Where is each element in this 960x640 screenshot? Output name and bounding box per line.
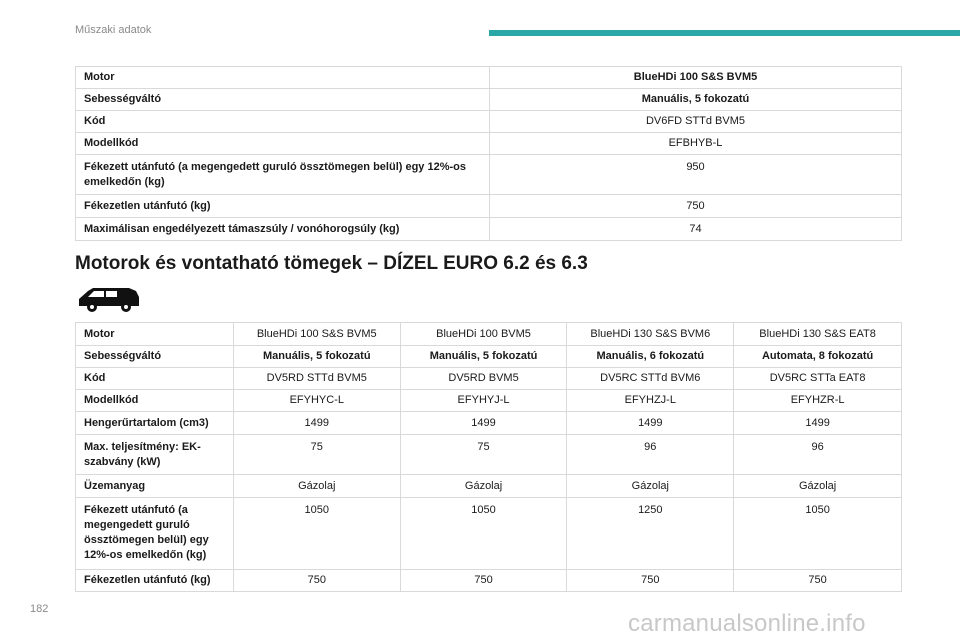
row-label: Fékezetlen utánfutó (kg)	[76, 195, 490, 218]
row-label: Fékezett utánfutó (a megengedett guruló össztömegen belül) egy 12%-os emelkedőn (kg)	[76, 155, 490, 195]
cell-value: Gázolaj	[734, 475, 902, 498]
cell-value: 1499	[567, 412, 734, 435]
cell-value: EFYHYJ-L	[400, 390, 567, 412]
row-value: 74	[490, 218, 902, 241]
cell-value: EFYHZR-L	[734, 390, 902, 412]
table-row	[76, 412, 902, 435]
cell-value: 750	[400, 570, 567, 592]
row-label: Max. teljesítmény: EK-szabvány (kW)	[76, 435, 234, 475]
table-row	[76, 435, 902, 475]
table-row	[76, 498, 902, 570]
cell-value: 1250	[567, 498, 734, 570]
cell-value: BlueHDi 130 S&S EAT8	[734, 323, 902, 346]
table-row	[76, 218, 902, 241]
cell-value: DV5RC STTd BVM6	[567, 368, 734, 390]
table-row	[76, 195, 902, 218]
watermark: carmanualsonline.info	[628, 610, 866, 637]
table-row	[76, 89, 902, 111]
row-label: Hengerűrtartalom (cm3)	[76, 412, 234, 435]
table-row	[76, 133, 902, 155]
page-header-title: Műszaki adatok	[75, 24, 152, 36]
row-label: Maximálisan engedélyezett támaszsúly / vonóhorogsúly (kg)	[76, 218, 490, 241]
cell-value: Manuális, 5 fokozatú	[233, 346, 400, 368]
row-label: Motor	[76, 323, 234, 346]
row-label: Fékezetlen utánfutó (kg)	[76, 570, 234, 592]
cell-value: 750	[734, 570, 902, 592]
cell-value: Gázolaj	[233, 475, 400, 498]
row-value: 950	[490, 155, 902, 195]
row-value: 750	[490, 195, 902, 218]
cell-value: 1050	[400, 498, 567, 570]
cell-value: 96	[734, 435, 902, 475]
page-number: 182	[30, 603, 49, 615]
table-row	[76, 570, 902, 592]
engine-spec-table	[75, 66, 902, 241]
table-row	[76, 155, 902, 195]
row-label: Modellkód	[76, 133, 490, 155]
row-label: Üzemanyag	[76, 475, 234, 498]
cell-value: 750	[233, 570, 400, 592]
van-icon	[75, 283, 143, 313]
row-value: BlueHDi 100 S&S BVM5	[490, 67, 902, 89]
engines-towing-table	[75, 322, 902, 592]
cell-value: 1050	[734, 498, 902, 570]
row-label: Motor	[76, 67, 490, 89]
cell-value: Manuális, 6 fokozatú	[567, 346, 734, 368]
table-row	[76, 390, 902, 412]
cell-value: BlueHDi 130 S&S BVM6	[567, 323, 734, 346]
cell-value: 1050	[233, 498, 400, 570]
row-label: Kód	[76, 111, 490, 133]
cell-value: 1499	[734, 412, 902, 435]
cell-value: 75	[233, 435, 400, 475]
cell-value: 1499	[400, 412, 567, 435]
cell-value: BlueHDi 100 BVM5	[400, 323, 567, 346]
cell-value: DV5RC STTa EAT8	[734, 368, 902, 390]
header-accent-bar	[489, 30, 960, 36]
cell-value: EFYHYC-L	[233, 390, 400, 412]
cell-value: Manuális, 5 fokozatú	[400, 346, 567, 368]
row-value: Manuális, 5 fokozatú	[490, 89, 902, 111]
cell-value: 75	[400, 435, 567, 475]
table-row	[76, 475, 902, 498]
cell-value: 750	[567, 570, 734, 592]
cell-value: Gázolaj	[400, 475, 567, 498]
cell-value: DV5RD STTd BVM5	[233, 368, 400, 390]
table-row	[76, 346, 902, 368]
section-title: Motorok és vontatható tömegek – DÍZEL EURO 6.2 és 6.3	[75, 253, 588, 274]
row-label: Sebességváltó	[76, 89, 490, 111]
table-row	[76, 323, 902, 346]
table-row	[76, 111, 902, 133]
cell-value: Automata, 8 fokozatú	[734, 346, 902, 368]
table-row	[76, 67, 902, 89]
cell-value: DV5RD BVM5	[400, 368, 567, 390]
cell-value: 1499	[233, 412, 400, 435]
cell-value: EFYHZJ-L	[567, 390, 734, 412]
row-label: Modellkód	[76, 390, 234, 412]
row-value: EFBHYB-L	[490, 133, 902, 155]
cell-value: BlueHDi 100 S&S BVM5	[233, 323, 400, 346]
cell-value: 96	[567, 435, 734, 475]
cell-value: Gázolaj	[567, 475, 734, 498]
row-label: Sebességváltó	[76, 346, 234, 368]
row-value: DV6FD STTd BVM5	[490, 111, 902, 133]
table-row	[76, 368, 902, 390]
row-label: Fékezett utánfutó (a megengedett guruló össztömegen belül) egy 12%-os emelkedőn (kg)	[76, 498, 234, 570]
row-label: Kód	[76, 368, 234, 390]
